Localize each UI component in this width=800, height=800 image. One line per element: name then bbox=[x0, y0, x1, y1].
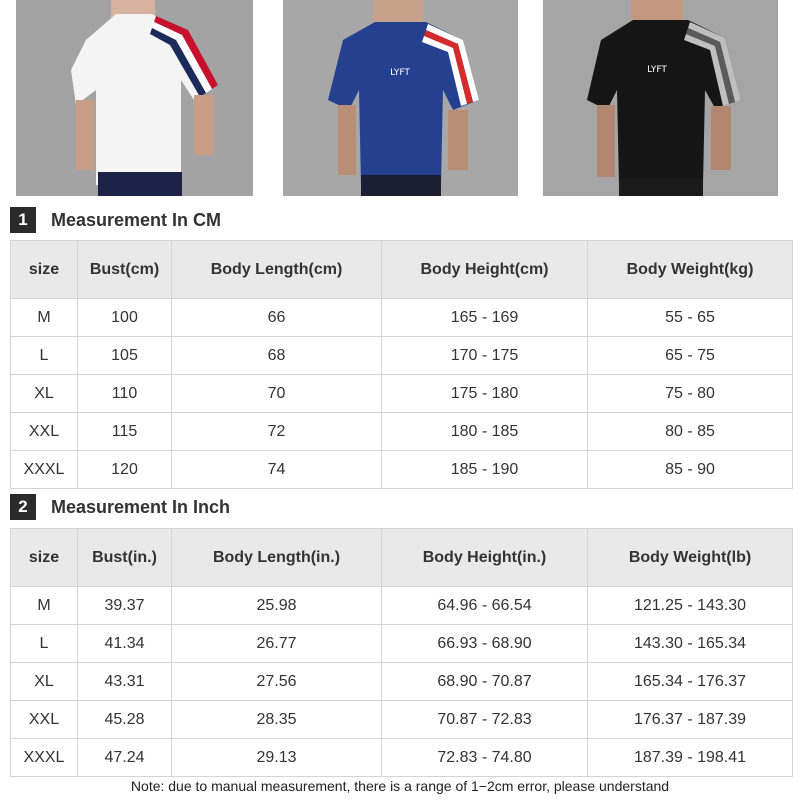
table-row bbox=[11, 625, 793, 663]
table-cell: 43.31 bbox=[78, 663, 172, 701]
svg-text:LYFT: LYFT bbox=[390, 68, 410, 78]
table-row bbox=[11, 413, 793, 451]
table-cell: 41.34 bbox=[78, 625, 172, 663]
table-header-row bbox=[11, 241, 793, 299]
table-header-row bbox=[11, 529, 793, 587]
table-cell: 170 - 175 bbox=[382, 337, 588, 375]
section-header-cm bbox=[10, 206, 221, 234]
table-cell: 45.28 bbox=[78, 701, 172, 739]
product-photo-blue-shirt bbox=[283, 0, 518, 196]
table-cell: 47.24 bbox=[78, 739, 172, 777]
column-header: size bbox=[11, 529, 78, 587]
section-title: Measurement In Inch bbox=[51, 496, 231, 517]
table-cell: 100 bbox=[78, 299, 172, 337]
table-cell: 185 - 190 bbox=[382, 451, 588, 489]
table-cell: 165 - 169 bbox=[382, 299, 588, 337]
table-cell: 29.13 bbox=[172, 739, 382, 777]
table-cell: L bbox=[11, 337, 78, 375]
table-cell: 68.90 - 70.87 bbox=[382, 663, 588, 701]
table-cell: 55 - 65 bbox=[588, 299, 793, 337]
section-number-badge: 1 bbox=[10, 207, 36, 233]
product-photo-black-shirt bbox=[543, 0, 778, 196]
table-cell: 64.96 - 66.54 bbox=[382, 587, 588, 625]
table-cell: 120 bbox=[78, 451, 172, 489]
column-header: Body Weight(kg) bbox=[588, 241, 793, 299]
table-row bbox=[11, 337, 793, 375]
table-cell: 66.93 - 68.90 bbox=[382, 625, 588, 663]
table-cell: 180 - 185 bbox=[382, 413, 588, 451]
column-header: Body Height(in.) bbox=[382, 529, 588, 587]
table-cell: 80 - 85 bbox=[588, 413, 793, 451]
table-cell: XXL bbox=[11, 413, 78, 451]
table-cell: M bbox=[11, 299, 78, 337]
table-cell: M bbox=[11, 587, 78, 625]
table-cell: XXXL bbox=[11, 451, 78, 489]
table-cell: 65 - 75 bbox=[588, 337, 793, 375]
table-cell: 143.30 - 165.34 bbox=[588, 625, 793, 663]
table-cell: 25.98 bbox=[172, 587, 382, 625]
table-cell: 28.35 bbox=[172, 701, 382, 739]
column-header: Bust(cm) bbox=[78, 241, 172, 299]
column-header: Body Weight(lb) bbox=[588, 529, 793, 587]
table-row bbox=[11, 299, 793, 337]
table-row bbox=[11, 375, 793, 413]
table-cell: XL bbox=[11, 375, 78, 413]
table-cell: 39.37 bbox=[78, 587, 172, 625]
section-title: Measurement In CM bbox=[51, 209, 222, 230]
svg-text:LYFT: LYFT bbox=[647, 65, 667, 75]
table-cell: 68 bbox=[172, 337, 382, 375]
table-cell: XXXL bbox=[11, 739, 78, 777]
model-black-shirt-image bbox=[543, 0, 778, 196]
table-cell: 70.87 - 72.83 bbox=[382, 701, 588, 739]
table-cell: 187.39 - 198.41 bbox=[588, 739, 793, 777]
product-photo-white-shirt bbox=[16, 0, 253, 196]
column-header: Body Height(cm) bbox=[382, 241, 588, 299]
table-cell: 66 bbox=[172, 299, 382, 337]
table-cell: XXL bbox=[11, 701, 78, 739]
table-row bbox=[11, 587, 793, 625]
table-cell: 70 bbox=[172, 375, 382, 413]
table-cell: 121.25 - 143.30 bbox=[588, 587, 793, 625]
table-cell: 175 - 180 bbox=[382, 375, 588, 413]
table-cell: 72 bbox=[172, 413, 382, 451]
model-white-shirt-image bbox=[16, 0, 253, 196]
table-cell: 110 bbox=[78, 375, 172, 413]
section-header-inch bbox=[10, 493, 230, 521]
table-cell: 105 bbox=[78, 337, 172, 375]
table-cell: 115 bbox=[78, 413, 172, 451]
table-row bbox=[11, 701, 793, 739]
table-cell: 176.37 - 187.39 bbox=[588, 701, 793, 739]
table-cell: 27.56 bbox=[172, 663, 382, 701]
measurement-note: Note: due to manual measurement, there is a range of 1−2cm error, please understand bbox=[130, 778, 670, 794]
table-cell: 85 - 90 bbox=[588, 451, 793, 489]
column-header: size bbox=[11, 241, 78, 299]
table-row bbox=[11, 739, 793, 777]
table-cell: 72.83 - 74.80 bbox=[382, 739, 588, 777]
section-number-badge: 2 bbox=[10, 494, 36, 520]
table-cell: 26.77 bbox=[172, 625, 382, 663]
table-cell: 165.34 - 176.37 bbox=[588, 663, 793, 701]
column-header: Bust(in.) bbox=[78, 529, 172, 587]
table-cell: 74 bbox=[172, 451, 382, 489]
table-cell: L bbox=[11, 625, 78, 663]
column-header: Body Length(cm) bbox=[172, 241, 382, 299]
table-cell: 75 - 80 bbox=[588, 375, 793, 413]
size-table-inch bbox=[10, 528, 793, 777]
size-table-cm bbox=[10, 240, 793, 489]
table-row bbox=[11, 663, 793, 701]
column-header: Body Length(in.) bbox=[172, 529, 382, 587]
table-row bbox=[11, 451, 793, 489]
table-cell: XL bbox=[11, 663, 78, 701]
model-blue-shirt-image bbox=[283, 0, 518, 196]
